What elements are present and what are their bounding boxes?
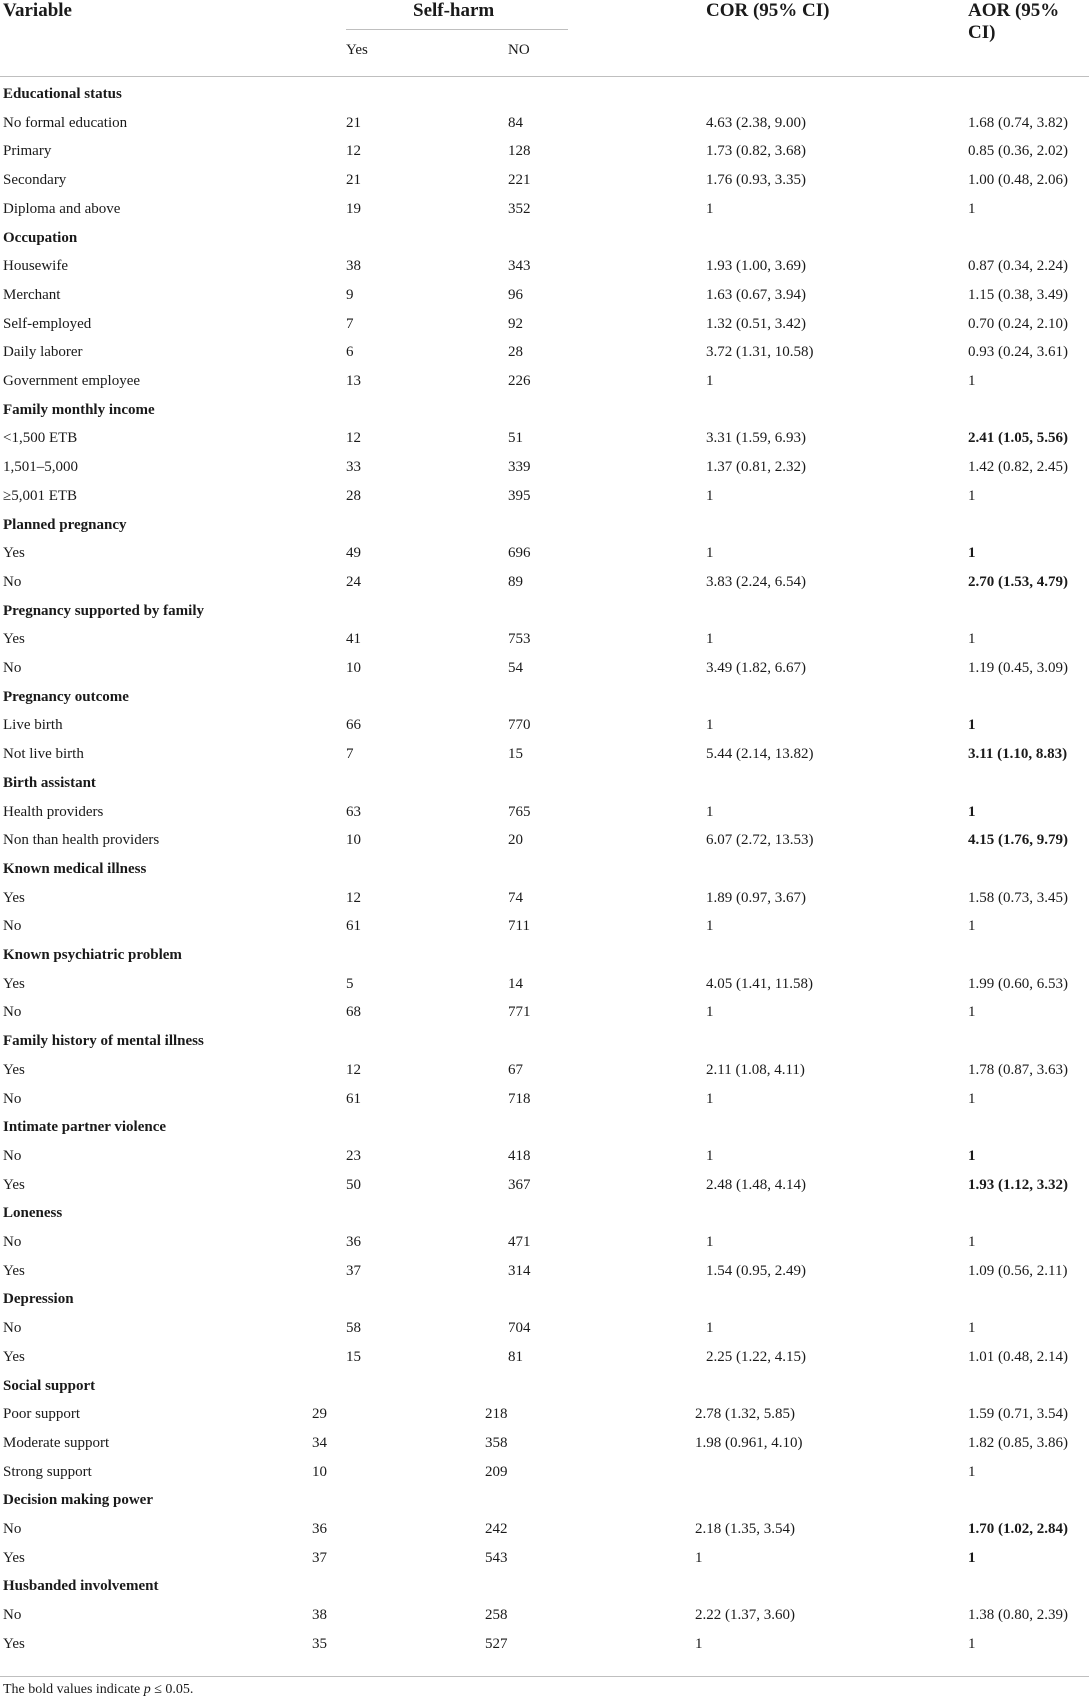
cell-cor: 4.63 (2.38, 9.00) xyxy=(706,114,806,131)
cell-cor: 1 xyxy=(706,1320,714,1337)
cell-no-count: 367 xyxy=(508,1176,531,1193)
row-label: No xyxy=(3,1090,22,1107)
row-label: Secondary xyxy=(3,172,67,189)
row-label: Yes xyxy=(3,975,25,992)
cell-cor: 1 xyxy=(706,1234,714,1250)
cell-aor: 1.93 (1.12, 3.32) xyxy=(968,1176,1068,1193)
table-row xyxy=(0,654,1089,683)
row-label: Yes xyxy=(3,1176,25,1193)
row-label: Not live birth xyxy=(3,746,84,763)
row-label: Merchant xyxy=(3,286,61,303)
cell-no-count: 352 xyxy=(508,200,531,217)
cell-cor: 1.76 (0.93, 3.35) xyxy=(706,172,806,189)
row-label: Yes xyxy=(3,545,25,562)
cell-yes-count: 38 xyxy=(346,258,361,275)
table-row xyxy=(0,1228,1089,1257)
cell-no-count: 74 xyxy=(508,889,523,906)
table-row xyxy=(0,281,1089,310)
cell-no-count: 770 xyxy=(508,717,531,734)
row-label: Yes xyxy=(3,1635,25,1652)
cell-aor: 1 xyxy=(968,545,976,562)
cell-cor: 1 xyxy=(706,918,714,935)
cell-cor: 6.07 (2.72, 13.53) xyxy=(706,832,814,849)
cell-aor: 1.59 (0.71, 3.54) xyxy=(968,1406,1068,1423)
section-header-row xyxy=(0,1572,1089,1601)
cell-no-count: 96 xyxy=(508,286,523,303)
cell-cor: 1 xyxy=(706,487,714,504)
cell-yes-count: 35 xyxy=(312,1635,327,1652)
section-header-row xyxy=(0,80,1089,109)
section-label: Decision making power xyxy=(3,1492,153,1509)
row-label: Yes xyxy=(3,1061,25,1078)
cell-cor: 1 xyxy=(695,1549,703,1566)
cell-aor: 0.85 (0.36, 2.02) xyxy=(968,143,1068,160)
cell-aor: 2.41 (1.05, 5.56) xyxy=(968,430,1068,447)
section-label: Pregnancy outcome xyxy=(3,688,129,705)
cell-aor: 2.70 (1.53, 4.79) xyxy=(968,573,1068,590)
cell-no-count: 84 xyxy=(508,114,523,131)
section-label: Pregnancy supported by family xyxy=(3,602,204,619)
cell-cor: 1.73 (0.82, 3.68) xyxy=(706,143,806,160)
cell-yes-count: 12 xyxy=(346,889,361,906)
cell-aor: 1.42 (0.82, 2.45) xyxy=(968,459,1068,476)
row-label: ≥5,001 ETB xyxy=(3,487,78,504)
table-row xyxy=(0,338,1089,367)
row-label: Self-employed xyxy=(3,315,92,332)
row-label: <1,500 ETB xyxy=(3,430,78,447)
row-label: No xyxy=(3,1147,22,1164)
cell-cor: 1 xyxy=(706,1090,714,1107)
row-label: Yes xyxy=(3,631,25,648)
table-row xyxy=(0,970,1089,999)
section-label: Occupation xyxy=(3,229,78,246)
cell-cor: 1 xyxy=(706,373,714,389)
table-row xyxy=(0,912,1089,941)
row-label: No xyxy=(3,1004,22,1021)
cell-no-count: 258 xyxy=(485,1607,508,1624)
table-row xyxy=(0,137,1089,166)
table-row xyxy=(0,1257,1089,1286)
cell-yes-count: 10 xyxy=(312,1463,327,1480)
cell-yes-count: 38 xyxy=(312,1607,327,1624)
cell-yes-count: 15 xyxy=(346,1348,361,1365)
table-row xyxy=(0,1458,1089,1487)
cell-no-count: 89 xyxy=(508,573,523,590)
table-row xyxy=(0,424,1089,453)
header-no: NO xyxy=(508,42,530,58)
table-row xyxy=(0,1085,1089,1114)
cell-yes-count: 12 xyxy=(346,1061,361,1078)
section-header-row xyxy=(0,396,1089,425)
section-label: Family history of mental illness xyxy=(3,1033,204,1050)
cell-aor: 1 xyxy=(968,1549,976,1566)
table-bottom-rule xyxy=(0,1676,1089,1677)
cell-no-count: 209 xyxy=(485,1463,508,1480)
cell-cor: 1 xyxy=(706,803,714,820)
section-header-row xyxy=(0,1285,1089,1314)
cell-aor: 1.68 (0.74, 3.82) xyxy=(968,114,1068,131)
cell-yes-count: 34 xyxy=(312,1434,327,1451)
row-label: Yes xyxy=(3,889,25,906)
cell-cor: 1 xyxy=(706,200,714,217)
table-row xyxy=(0,1400,1089,1429)
row-label: No formal education xyxy=(3,114,128,131)
cell-aor: 1.00 (0.48, 2.06) xyxy=(968,172,1068,189)
cell-yes-count: 36 xyxy=(346,1234,361,1250)
cell-aor: 1 xyxy=(968,1320,976,1337)
section-header-row xyxy=(0,941,1089,970)
cell-cor: 3.72 (1.31, 10.58) xyxy=(706,344,814,361)
header-span-rule xyxy=(346,29,568,30)
cell-cor: 1 xyxy=(695,1635,703,1652)
row-label: Moderate support xyxy=(3,1434,110,1451)
table-row xyxy=(0,310,1089,339)
section-header-row xyxy=(0,1113,1089,1142)
row-label: 1,501–5,000 xyxy=(3,459,78,476)
cell-no-count: 15 xyxy=(508,746,523,763)
row-label: Government employee xyxy=(3,373,141,389)
cell-aor: 1 xyxy=(968,1147,976,1164)
row-label: Housewife xyxy=(3,258,68,275)
cell-yes-count: 68 xyxy=(346,1004,361,1021)
row-label: No xyxy=(3,573,22,590)
cell-yes-count: 7 xyxy=(346,315,354,332)
section-label: Birth assistant xyxy=(3,774,96,791)
table-row xyxy=(0,1171,1089,1200)
row-label: No xyxy=(3,1234,22,1250)
table-row xyxy=(0,711,1089,740)
cell-no-count: 343 xyxy=(508,258,531,275)
cell-cor: 1 xyxy=(706,545,714,562)
cell-no-count: 28 xyxy=(508,344,523,361)
cell-no-count: 314 xyxy=(508,1262,531,1279)
cell-cor: 2.48 (1.48, 4.14) xyxy=(706,1176,806,1193)
cell-no-count: 67 xyxy=(508,1061,523,1078)
cell-aor: 1 xyxy=(968,717,976,734)
cell-aor: 1 xyxy=(968,1635,976,1652)
cell-no-count: 543 xyxy=(485,1549,508,1566)
cell-aor: 1.01 (0.48, 2.14) xyxy=(968,1348,1068,1365)
cell-aor: 4.15 (1.76, 9.79) xyxy=(968,832,1068,849)
cell-yes-count: 19 xyxy=(346,200,361,217)
table-row xyxy=(0,195,1089,224)
cell-cor: 1.54 (0.95, 2.49) xyxy=(706,1262,806,1279)
cell-yes-count: 61 xyxy=(346,1090,361,1107)
cell-no-count: 718 xyxy=(508,1090,531,1107)
cell-cor: 1.98 (0.961, 4.10) xyxy=(695,1434,803,1451)
cell-cor: 2.22 (1.37, 3.60) xyxy=(695,1607,795,1624)
cell-cor: 2.25 (1.22, 4.15) xyxy=(706,1348,806,1365)
cell-aor: 1 xyxy=(968,1463,976,1480)
cell-aor: 3.11 (1.10, 8.83) xyxy=(968,746,1068,763)
section-label: Planned pregnancy xyxy=(3,516,127,533)
cell-no-count: 128 xyxy=(508,143,531,160)
cell-aor: 1.15 (0.38, 3.49) xyxy=(968,286,1068,303)
table-row xyxy=(0,1515,1089,1544)
table-row xyxy=(0,740,1089,769)
table-row xyxy=(0,1314,1089,1343)
table-row xyxy=(0,453,1089,482)
cell-cor: 4.05 (1.41, 11.58) xyxy=(706,975,813,992)
table-row xyxy=(0,252,1089,281)
cell-no-count: 765 xyxy=(508,803,531,820)
row-label: Strong support xyxy=(3,1463,92,1480)
cell-no-count: 704 xyxy=(508,1320,531,1337)
cell-no-count: 54 xyxy=(508,660,523,676)
cell-cor: 2.18 (1.35, 3.54) xyxy=(695,1521,795,1537)
cell-aor: 1 xyxy=(968,918,976,935)
table-header xyxy=(0,0,1089,43)
cell-yes-count: 63 xyxy=(346,803,361,820)
cell-yes-count: 58 xyxy=(346,1320,361,1337)
table-row xyxy=(0,482,1089,511)
cell-no-count: 339 xyxy=(508,459,531,476)
section-label: Educational status xyxy=(3,86,122,102)
section-label: Loneness xyxy=(3,1205,63,1222)
cell-yes-count: 24 xyxy=(346,573,361,590)
cell-cor: 1 xyxy=(706,717,714,734)
cell-aor: 1 xyxy=(968,1004,976,1021)
cell-no-count: 395 xyxy=(508,487,531,504)
cell-yes-count: 13 xyxy=(346,373,361,389)
cell-aor: 1 xyxy=(968,487,976,504)
table-footnote: The bold values indicate p ≤ 0.05. xyxy=(3,1682,194,1697)
table-row xyxy=(0,568,1089,597)
cell-cor: 3.49 (1.82, 6.67) xyxy=(706,660,806,676)
section-header-row xyxy=(0,511,1089,540)
cell-cor: 1 xyxy=(706,1004,714,1021)
table-row xyxy=(0,1601,1089,1630)
cell-aor: 0.87 (0.34, 2.24) xyxy=(968,258,1068,275)
cell-yes-count: 10 xyxy=(346,660,361,676)
cell-cor: 2.11 (1.08, 4.11) xyxy=(706,1061,805,1078)
cell-cor: 1.93 (1.00, 3.69) xyxy=(706,258,806,275)
table-row xyxy=(0,998,1089,1027)
table-row xyxy=(0,166,1089,195)
cell-aor: 1.19 (0.45, 3.09) xyxy=(968,660,1068,676)
cell-yes-count: 50 xyxy=(346,1176,361,1193)
table-row xyxy=(0,884,1089,913)
cell-yes-count: 28 xyxy=(346,487,361,504)
section-header-row xyxy=(0,855,1089,884)
cell-yes-count: 7 xyxy=(346,746,354,763)
section-label: Family monthly income xyxy=(3,401,155,418)
cell-yes-count: 66 xyxy=(346,717,361,734)
cell-cor: 1.32 (0.51, 3.42) xyxy=(706,315,806,332)
row-label: No xyxy=(3,1320,22,1337)
section-header-row xyxy=(0,1027,1089,1056)
section-label: Intimate partner violence xyxy=(3,1119,167,1136)
table-row xyxy=(0,1142,1089,1171)
cell-yes-count: 5 xyxy=(346,975,354,992)
section-header-row xyxy=(0,224,1089,253)
row-label: No xyxy=(3,1607,22,1624)
cell-aor: 1 xyxy=(968,373,976,389)
cell-no-count: 696 xyxy=(508,545,531,562)
cell-aor: 1.82 (0.85, 3.86) xyxy=(968,1434,1068,1451)
row-label: Diploma and above xyxy=(3,200,121,217)
table-row xyxy=(0,1630,1089,1659)
cell-cor: 1 xyxy=(706,1147,714,1164)
cell-yes-count: 10 xyxy=(346,832,361,849)
cell-cor: 2.78 (1.32, 5.85) xyxy=(695,1406,795,1423)
cell-yes-count: 12 xyxy=(346,143,361,160)
row-label: Yes xyxy=(3,1348,25,1365)
cell-yes-count: 33 xyxy=(346,459,361,476)
section-label: Husbanded involvement xyxy=(3,1578,159,1595)
header-cor: COR (95% CI) xyxy=(706,0,830,21)
section-header-row xyxy=(0,683,1089,712)
cell-yes-count: 29 xyxy=(312,1406,327,1423)
cell-no-count: 358 xyxy=(485,1434,508,1451)
cell-no-count: 92 xyxy=(508,315,523,332)
cell-yes-count: 23 xyxy=(346,1147,361,1164)
cell-aor: 1 xyxy=(968,1090,976,1107)
cell-yes-count: 36 xyxy=(312,1521,327,1537)
cell-yes-count: 12 xyxy=(346,430,361,447)
cell-yes-count: 61 xyxy=(346,918,361,935)
cell-cor: 1.37 (0.81, 2.32) xyxy=(706,459,806,476)
table-row xyxy=(0,367,1089,396)
cell-aor: 1.99 (0.60, 6.53) xyxy=(968,975,1068,992)
cell-yes-count: 21 xyxy=(346,172,361,189)
table-row xyxy=(0,798,1089,827)
cell-aor: 1.09 (0.56, 2.11) xyxy=(968,1262,1068,1279)
cell-aor: 1.38 (0.80, 2.39) xyxy=(968,1607,1068,1624)
row-label: Yes xyxy=(3,1549,25,1566)
table-row xyxy=(0,1429,1089,1458)
cell-cor: 1.63 (0.67, 3.94) xyxy=(706,286,806,303)
cell-aor: 1 xyxy=(968,200,976,217)
table-row xyxy=(0,109,1089,138)
cell-cor: 3.83 (2.24, 6.54) xyxy=(706,573,806,590)
row-label: Yes xyxy=(3,1262,25,1279)
section-header-row xyxy=(0,1372,1089,1401)
table-row xyxy=(0,625,1089,654)
row-label: Live birth xyxy=(3,717,63,734)
section-header-row xyxy=(0,1486,1089,1515)
cell-aor: 0.70 (0.24, 2.10) xyxy=(968,315,1068,332)
cell-yes-count: 6 xyxy=(346,344,354,361)
cell-no-count: 711 xyxy=(508,918,530,935)
cell-aor: 1 xyxy=(968,631,976,648)
cell-cor: 3.31 (1.59, 6.93) xyxy=(706,430,806,447)
cell-no-count: 20 xyxy=(508,832,523,849)
cell-aor: 1.58 (0.73, 3.45) xyxy=(968,889,1068,906)
row-label: Poor support xyxy=(3,1406,81,1423)
section-header-row xyxy=(0,597,1089,626)
section-label: Social support xyxy=(3,1377,96,1394)
row-label: Health providers xyxy=(3,803,104,820)
cell-aor: 0.93 (0.24, 3.61) xyxy=(968,344,1068,361)
cell-no-count: 418 xyxy=(508,1147,531,1164)
table-row xyxy=(0,1544,1089,1573)
cell-yes-count: 49 xyxy=(346,545,361,562)
header-self-harm: Self-harm xyxy=(413,0,495,21)
cell-no-count: 81 xyxy=(508,1348,523,1365)
header-yes: Yes xyxy=(346,42,368,58)
cell-no-count: 753 xyxy=(508,631,531,648)
cell-yes-count: 9 xyxy=(346,286,354,303)
cell-aor: 1 xyxy=(968,803,976,820)
header-aor: AOR (95% CI) xyxy=(968,0,1060,43)
cell-aor: 1 xyxy=(968,1234,976,1250)
row-label: No xyxy=(3,660,22,676)
cell-no-count: 218 xyxy=(485,1406,508,1423)
cell-no-count: 771 xyxy=(508,1004,531,1021)
cell-cor: 1 xyxy=(706,631,714,648)
cell-yes-count: 37 xyxy=(312,1549,327,1566)
cell-yes-count: 21 xyxy=(346,114,361,131)
cell-no-count: 14 xyxy=(508,975,523,992)
cell-cor: 5.44 (2.14, 13.82) xyxy=(706,746,814,763)
section-header-row xyxy=(0,1199,1089,1228)
section-label: Depression xyxy=(3,1291,74,1308)
cell-aor: 1.70 (1.02, 2.84) xyxy=(968,1521,1068,1537)
header-bottom-rule xyxy=(0,76,1089,77)
row-label: Primary xyxy=(3,143,52,160)
table-row xyxy=(0,826,1089,855)
cell-yes-count: 37 xyxy=(346,1262,361,1279)
row-label: No xyxy=(3,1521,22,1537)
cell-no-count: 527 xyxy=(485,1635,508,1652)
table-row xyxy=(0,1056,1089,1085)
section-label: Known psychiatric problem xyxy=(3,947,182,963)
header-variable: Variable xyxy=(3,0,72,21)
cell-aor: 1.78 (0.87, 3.63) xyxy=(968,1061,1068,1078)
row-label: Daily laborer xyxy=(3,344,83,361)
cell-no-count: 221 xyxy=(508,172,531,189)
cell-no-count: 51 xyxy=(508,430,523,447)
cell-yes-count: 41 xyxy=(346,631,361,648)
cell-cor: 1.89 (0.97, 3.67) xyxy=(706,889,806,906)
section-header-row xyxy=(0,769,1089,798)
table-row xyxy=(0,539,1089,568)
row-label: Non than health providers xyxy=(3,832,160,849)
cell-no-count: 226 xyxy=(508,373,531,389)
cell-no-count: 471 xyxy=(508,1234,531,1250)
section-label: Known medical illness xyxy=(3,860,147,877)
cell-no-count: 242 xyxy=(485,1521,508,1537)
row-label: No xyxy=(3,918,22,935)
table-row xyxy=(0,1343,1089,1372)
